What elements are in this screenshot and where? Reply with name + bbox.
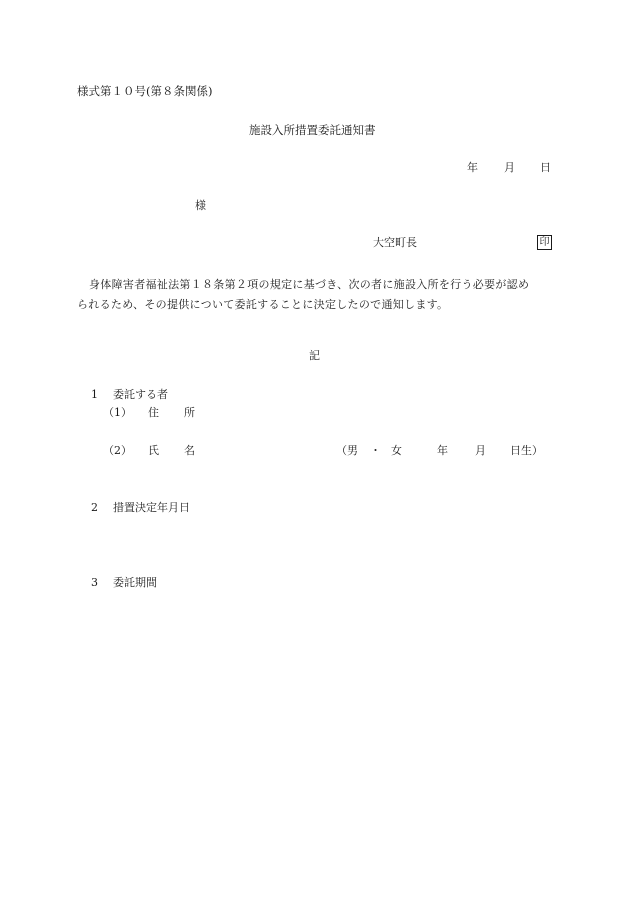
date-year: 年 (467, 161, 478, 174)
gender-male: （男 (336, 444, 358, 457)
birth-month: 月 (475, 444, 486, 457)
document-title: 施設入所措置委託通知書 (249, 123, 376, 137)
address-label-1: 住 (148, 406, 159, 419)
seal-mark: 印 (537, 235, 552, 250)
date-day: 日 (540, 161, 551, 174)
section-1-number: 1 (91, 388, 98, 401)
gender-female: 女 (391, 444, 402, 457)
section-3-number: 3 (91, 576, 98, 589)
birth-day: 日生） (510, 444, 543, 457)
issuer: 大空町長 (373, 236, 417, 249)
body-line-1: 身体障害者福祉法第１８条第２項の規定に基づき、次の者に施設入所を行う必要が認め (89, 278, 530, 291)
gender-separator: ・ (370, 444, 381, 457)
section-1-label: 委託する者 (113, 388, 168, 401)
form-number: 様式第１０号(第８条関係) (77, 84, 213, 98)
address-number: （1） (103, 406, 132, 419)
section-3-label: 委託期間 (113, 576, 157, 589)
ki-heading: 記 (309, 349, 320, 362)
recipient-suffix: 様 (195, 199, 206, 212)
body-paragraph (77, 275, 555, 315)
birth-year: 年 (437, 444, 448, 457)
body-line-2: られるため、その提供について委託することに決定したので通知します。 (77, 298, 449, 311)
name-number: （2） (103, 444, 132, 457)
name-label-1: 氏 (148, 444, 159, 457)
date-month: 月 (504, 161, 515, 174)
section-2-number: 2 (91, 501, 98, 514)
section-2-label: 措置決定年月日 (113, 501, 190, 514)
address-label-2: 所 (184, 406, 195, 419)
name-label-2: 名 (184, 444, 195, 457)
